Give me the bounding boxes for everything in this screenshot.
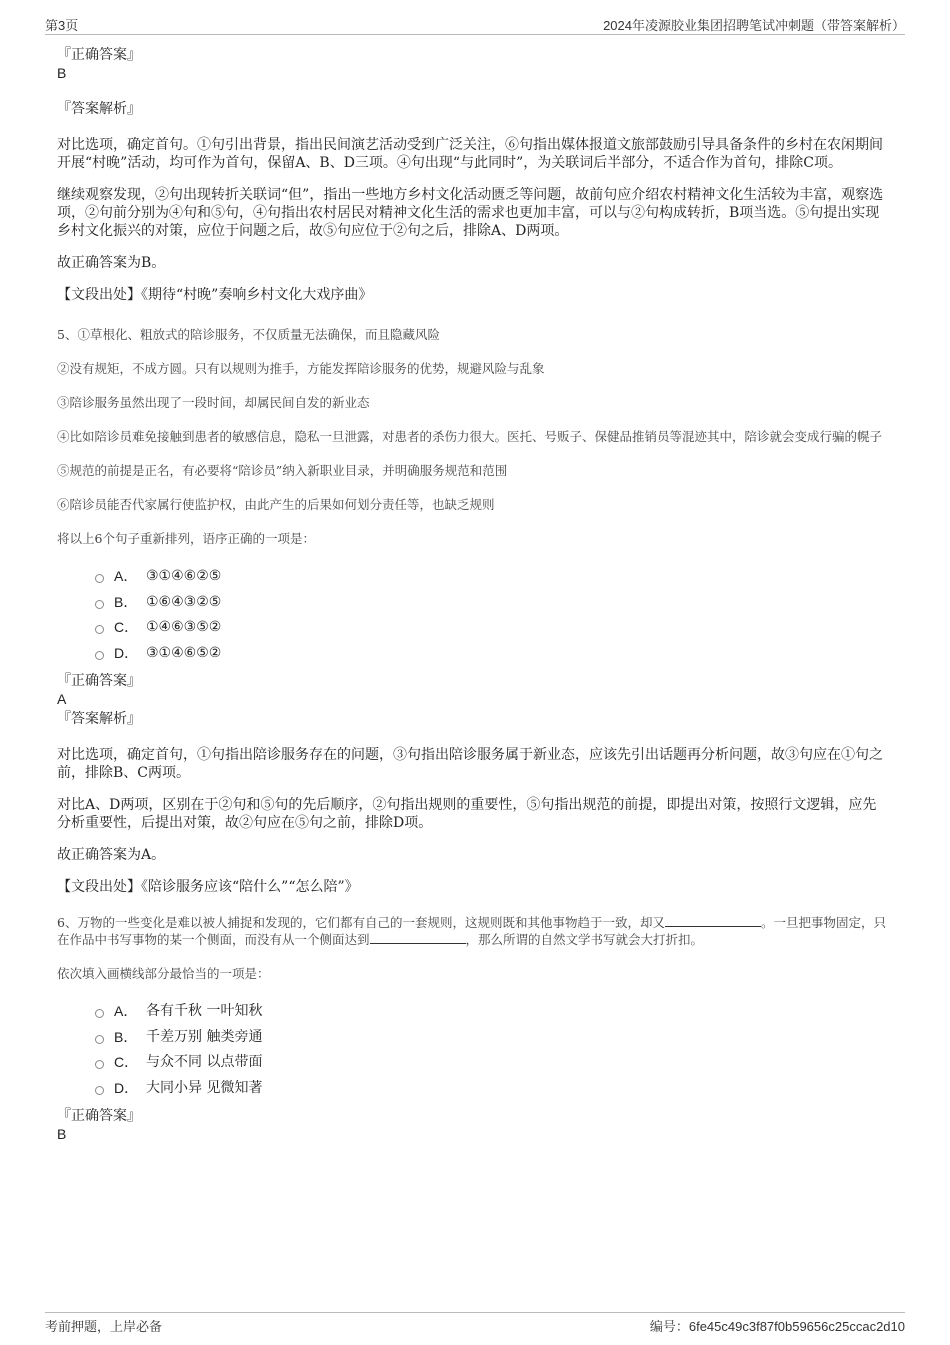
analysis-paragraph: 继续观察发现，②句出现转折关联词“但”，指出一些地方乡村文化活动匮乏等问题，故前句应介绍农村精神文化生活较为丰富，观察选项，②句前分别为④句和⑤句，④句指出农村居民对精神文化生活的需求也更加丰富，可以与②句构成转折，B项当选。⑤句提出实现乡村文化振兴的对策，应位于问题之后，故⑤句应位于②句之后，排除A、D两项。 (57, 187, 884, 239)
analysis-paragraph: 对比选项，确定首句。①句引出背景，指出民间演艺活动受到广泛关注，⑥句指出媒体报道文旅部鼓励引导具备条件的乡村在农闲期间开展“村晚”活动，均可作为首句，保留A、B、D三项。④句出现“与此同时”，为关联词后半部分，不适合作为首句，排除C项。 (57, 137, 883, 171)
radio-icon[interactable] (95, 1035, 104, 1044)
radio-icon[interactable] (95, 1086, 104, 1095)
radio-icon[interactable] (95, 1060, 104, 1069)
fill-blank (665, 914, 761, 927)
page-header (45, 12, 905, 35)
question-sentence: 5、①草根化、粗放式的陪诊服务，不仅质量无法确保，而且隐藏风险 (57, 327, 440, 342)
answer-options (95, 564, 887, 666)
radio-icon[interactable] (95, 651, 104, 660)
option-c[interactable]: C． 与众不同 以点带面 (95, 1050, 887, 1076)
question-sentence: ⑤规范的前提是正名，有必要将“陪诊员”纳入新职业目录，并明确服务规范和范围 (57, 463, 508, 478)
answer-options (95, 999, 887, 1101)
analysis-paragraph: 故正确答案为B。 (57, 255, 166, 271)
question-sentence: ②没有规矩，不成方圆。只有以规则为推手，方能发挥陪诊服务的优势，规避风险与乱象 (57, 361, 545, 376)
question-sentence: ④比如陪诊员难免接触到患者的敏感信息，隐私一旦泄露，对患者的杀伤力很大。医托、号贩子、保健品推销员等混迹其中，陪诊就会变成行骗的幌子 (57, 429, 883, 444)
question-prompt: 依次填入画横线部分最恰当的一项是： (57, 966, 270, 981)
option-d[interactable]: D． 大同小异 见微知著 (95, 1076, 887, 1102)
page-footer (45, 1312, 905, 1338)
option-b[interactable]: B． 千差万别 触类旁通 (95, 1025, 887, 1051)
fill-blank (370, 931, 466, 944)
question-sentence: ③陪诊服务虽然出现了一段时间，却属民间自发的新业态 (57, 395, 370, 410)
page-number: 第3页 (45, 18, 79, 33)
analysis-paragraph: 对比A、D两项，区别在于②句和⑤句的先后顺序，②句指出规则的重要性，⑤句指出规范的前提，即提出对策，按照行文逻辑，应先分析重要性，后提出对策，故②句应在⑤句之前，排除D项。 (57, 797, 877, 831)
question-sentence: ⑥陪诊员能否代家属行使监护权，由此产生的后果如何划分责任等，也缺乏规则 (57, 497, 495, 512)
correct-answer-label: 『正确答案』 (57, 47, 141, 63)
document-id: 编号：6fe45c49c3f87f0b59656c25ccac2d10 (649, 1319, 905, 1334)
analysis-paragraph: 对比选项，确定首句，①句指出陪诊服务存在的问题，③句指出陪诊服务属于新业态，应该先引出话题再分析问题，故③句应在①句之前，排除B、C两项。 (57, 747, 883, 781)
analysis-label: 『答案解析』 (57, 101, 141, 117)
option-d[interactable]: D． ③①④⑥⑤② (95, 641, 887, 667)
correct-answer-label: 『正确答案』 (57, 673, 141, 689)
correct-answer-label: 『正确答案』 (57, 1108, 141, 1124)
correct-answer: B (57, 65, 67, 81)
source-citation: 【文段出处】《期待“村晚”奏响乡村文化大戏序曲》 (57, 287, 373, 303)
correct-answer: A (57, 691, 67, 707)
question-prompt: 将以上6个句子重新排列，语序正确的一项是： (57, 531, 315, 546)
option-b[interactable]: B． ①⑥④③②⑤ (95, 590, 887, 616)
radio-icon[interactable] (95, 574, 104, 583)
radio-icon[interactable] (95, 625, 104, 634)
document-title: 2024年凌源胶业集团招聘笔试冲刺题（带答案解析） (603, 18, 905, 33)
footer-slogan: 考前押题，上岸必备 (45, 1319, 163, 1334)
document-body (57, 46, 887, 1161)
option-c[interactable]: C． ①④⑥③⑤② (95, 615, 887, 641)
option-a[interactable]: A． ③①④⑥②⑤ (95, 564, 887, 590)
analysis-label: 『答案解析』 (57, 711, 141, 727)
radio-icon[interactable] (95, 1009, 104, 1018)
question-stem: 6、万物的一些变化是难以被人捕捉和发现的，它们都有自己的一套规则，这规则既和其他事物趋于一致，却又 。一旦把事物固定，只在作品中书写事物的某一个侧面，而没有从一个侧面达到 ，那么所谓的自然文学书写就会大打折扣。 (57, 915, 886, 947)
analysis-paragraph: 故正确答案为A。 (57, 847, 166, 863)
radio-icon[interactable] (95, 600, 104, 609)
correct-answer: B (57, 1126, 67, 1142)
source-citation: 【文段出处】《陪诊服务应该“陪什么”“怎么陪”》 (57, 879, 359, 895)
option-a[interactable]: A． 各有千秋 一叶知秋 (95, 999, 887, 1025)
